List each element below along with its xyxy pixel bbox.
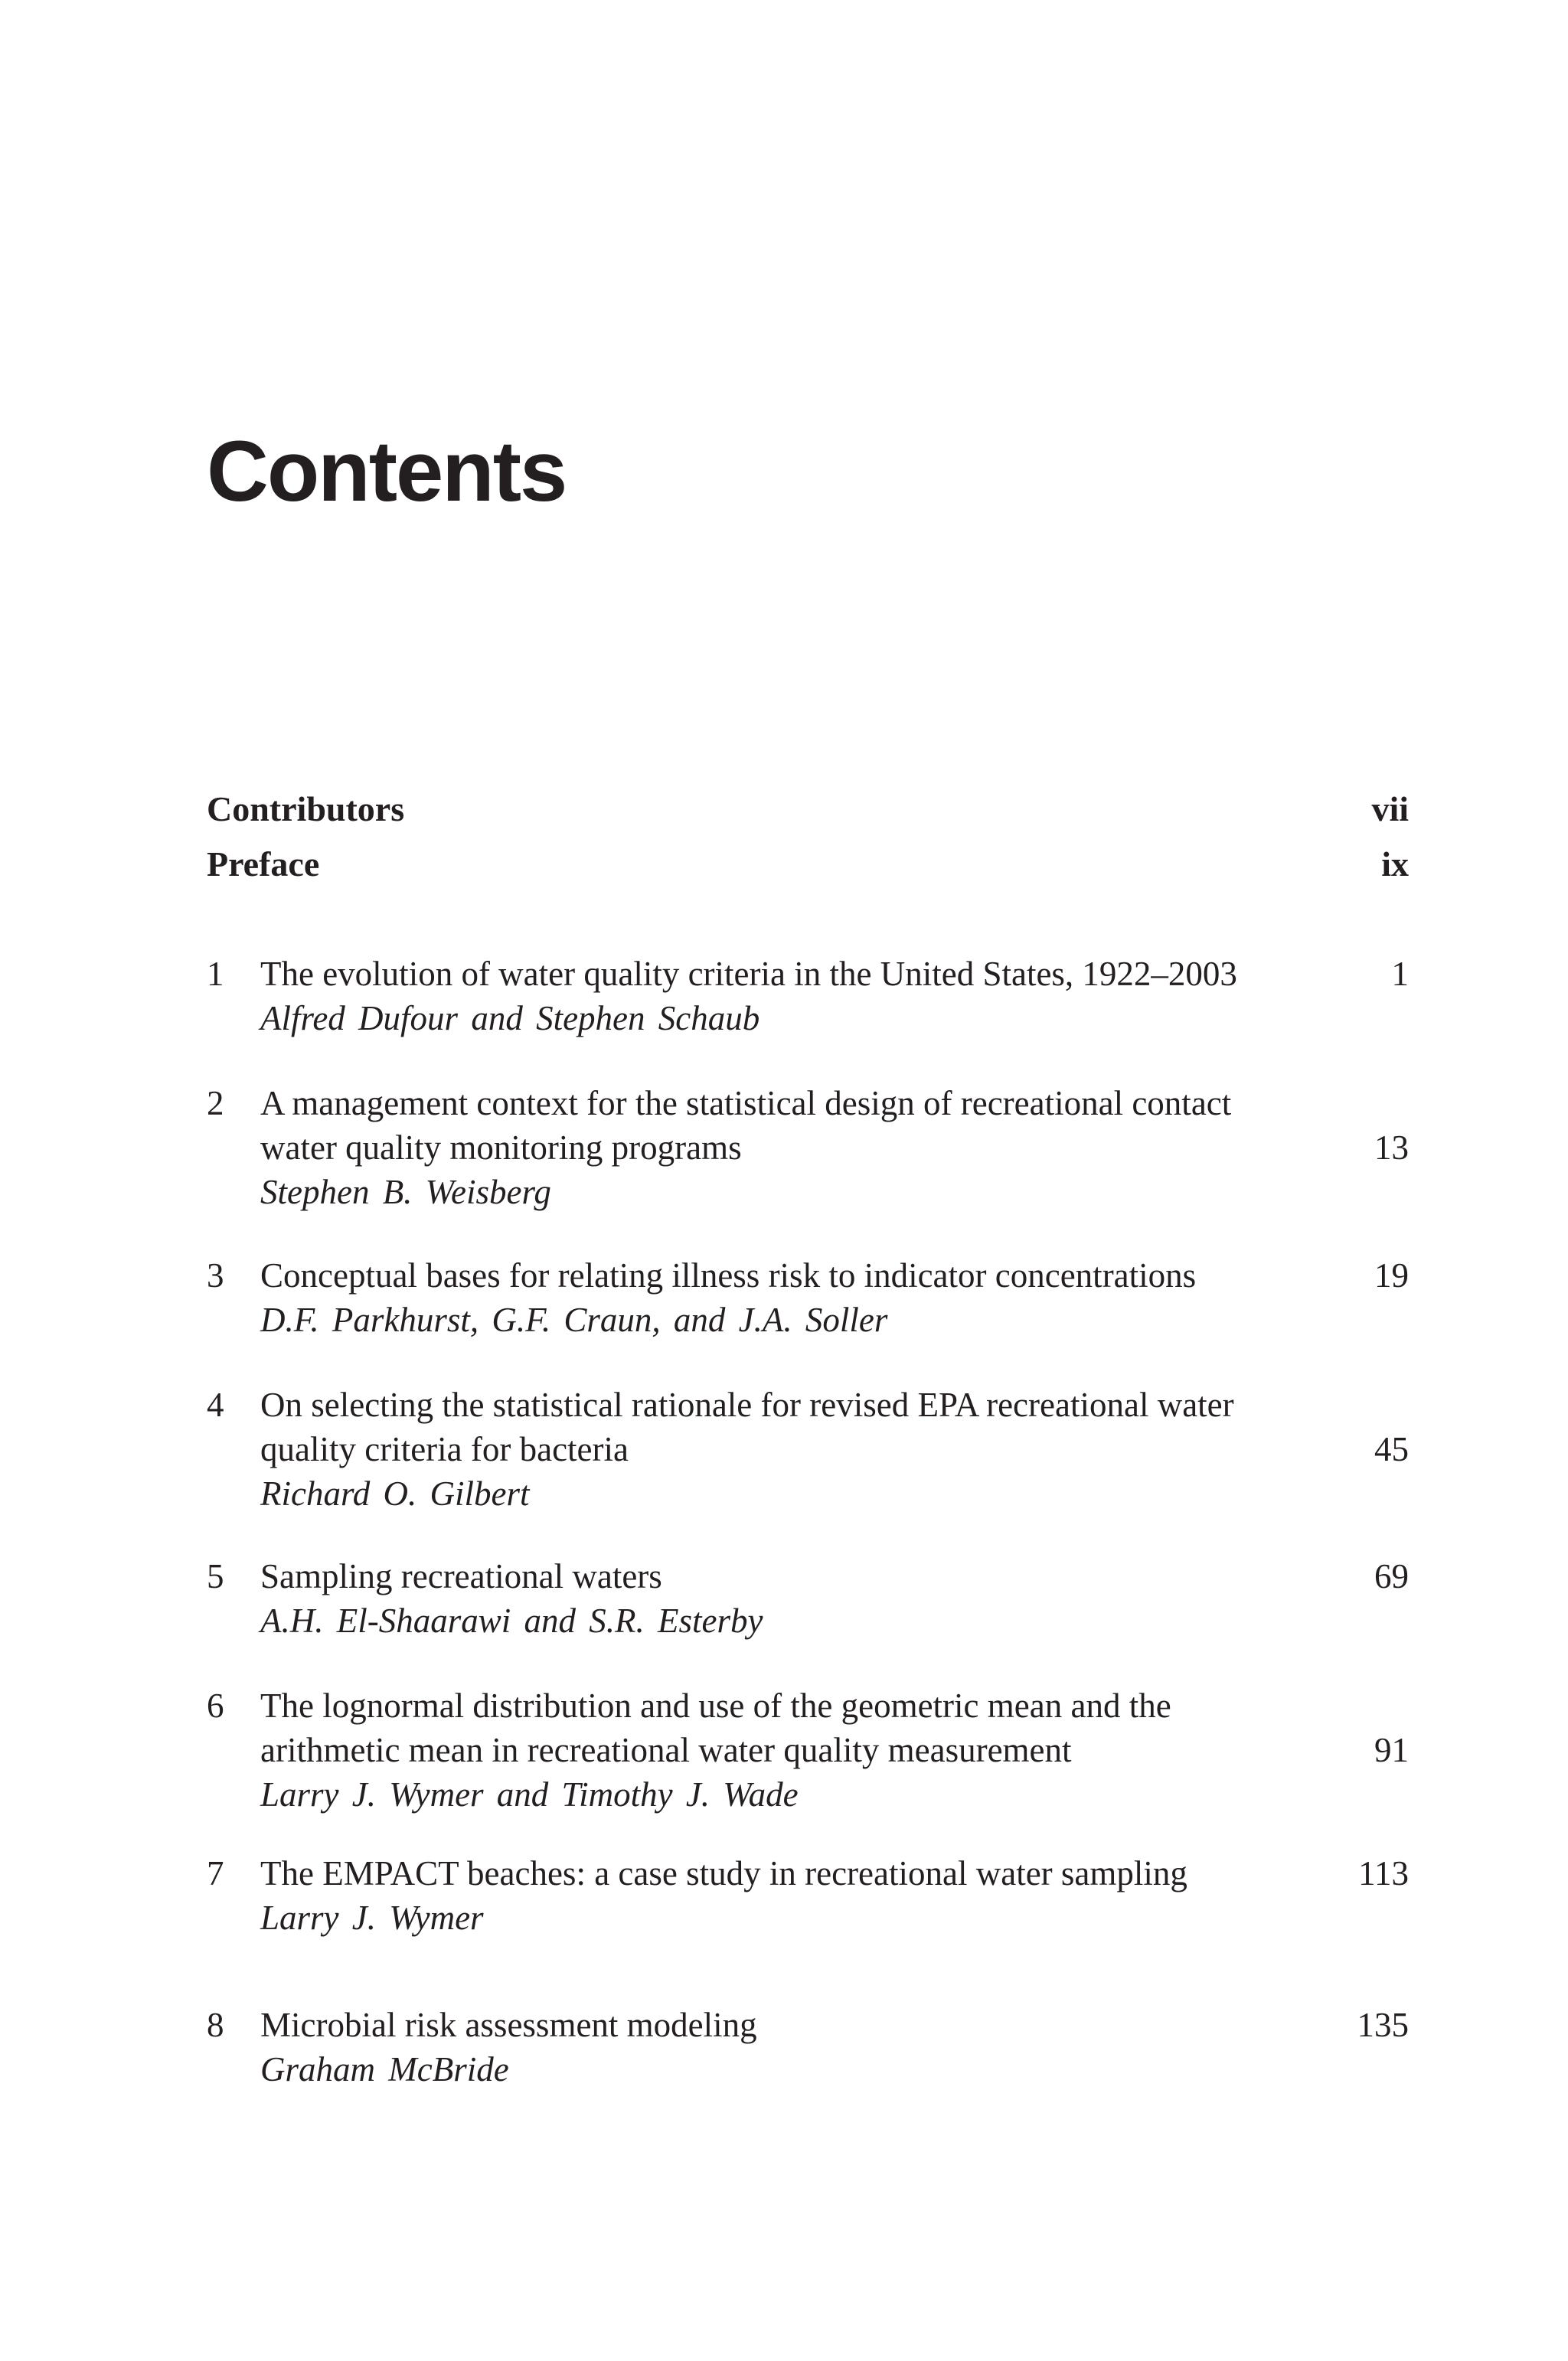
- chapter-title: Conceptual bases for relating illness risk to indicator concentrations: [260, 1256, 1197, 1295]
- chapter-number: 3: [207, 1256, 224, 1295]
- chapter-title: water quality monitoring programs: [260, 1128, 742, 1167]
- chapter-title: arithmetic mean in recreational water quality measurement: [260, 1731, 1072, 1769]
- chapter-page: 1: [1391, 955, 1409, 993]
- toc-entry-chapter-1[interactable]: [207, 952, 1409, 1040]
- chapter-title: The evolution of water quality criteria in the United States, 1922–2003: [260, 955, 1237, 993]
- chapter-page: 113: [1358, 1854, 1409, 1892]
- chapter-title: The EMPACT beaches: a case study in recreational water sampling: [260, 1854, 1187, 1892]
- chapter-number: 5: [207, 1557, 224, 1595]
- page-title: Contents: [207, 423, 567, 519]
- toc-entry-chapter-3[interactable]: [207, 1253, 1409, 1342]
- chapter-number: 7: [207, 1854, 224, 1892]
- front-matter-label: Preface: [207, 844, 320, 883]
- toc-entry-chapter-7[interactable]: [207, 1851, 1409, 1940]
- chapter-authors: Larry J. Wymer: [260, 1899, 484, 1937]
- toc-entry-chapter-5[interactable]: [207, 1554, 1409, 1643]
- front-matter-page: ix: [1381, 844, 1409, 883]
- chapter-title: The lognormal distribution and use of the geometric mean and the: [260, 1687, 1171, 1725]
- chapter-number: 1: [207, 955, 224, 993]
- chapter-authors: Alfred Dufour and Stephen Schaub: [260, 999, 760, 1037]
- toc-entry-contributors[interactable]: [207, 789, 1409, 828]
- front-matter-label: Contributors: [207, 789, 405, 828]
- toc-entry-chapter-4[interactable]: [207, 1383, 1409, 1516]
- chapter-title: quality criteria for bacteria: [260, 1430, 629, 1468]
- chapter-authors: D.F. Parkhurst, G.F. Craun, and J.A. Soller: [260, 1301, 888, 1339]
- chapter-number: 8: [207, 2006, 224, 2044]
- chapter-page: 45: [1374, 1430, 1409, 1468]
- chapter-authors: Larry J. Wymer and Timothy J. Wade: [260, 1775, 799, 1814]
- chapter-number: 2: [207, 1084, 224, 1122]
- chapter-number: 4: [207, 1386, 224, 1424]
- toc-entry-chapter-8[interactable]: [207, 2003, 1409, 2092]
- chapter-title: On selecting the statistical rationale for revised EPA recreational water: [260, 1386, 1234, 1424]
- toc-entry-chapter-6[interactable]: [207, 1683, 1409, 1817]
- chapter-page: 135: [1357, 2006, 1409, 2044]
- chapter-number: 6: [207, 1687, 224, 1725]
- chapter-authors: A.H. El-Shaarawi and S.R. Esterby: [260, 1602, 763, 1640]
- chapter-title: A management context for the statistical design of recreational contact: [260, 1084, 1232, 1122]
- chapter-title: Sampling recreational waters: [260, 1557, 662, 1595]
- toc-entry-chapter-2[interactable]: [207, 1081, 1409, 1214]
- chapter-page: 19: [1374, 1256, 1409, 1295]
- chapter-authors: Richard O. Gilbert: [260, 1474, 530, 1513]
- chapter-title: Microbial risk assessment modeling: [260, 2006, 757, 2044]
- chapter-authors: Graham McBride: [260, 2050, 509, 2088]
- front-matter-page: vii: [1371, 789, 1409, 828]
- toc-entry-preface[interactable]: [207, 844, 1409, 883]
- chapter-page: 91: [1374, 1731, 1409, 1769]
- chapter-authors: Stephen B. Weisberg: [260, 1173, 551, 1211]
- chapter-page: 13: [1374, 1128, 1409, 1167]
- chapter-page: 69: [1374, 1557, 1409, 1595]
